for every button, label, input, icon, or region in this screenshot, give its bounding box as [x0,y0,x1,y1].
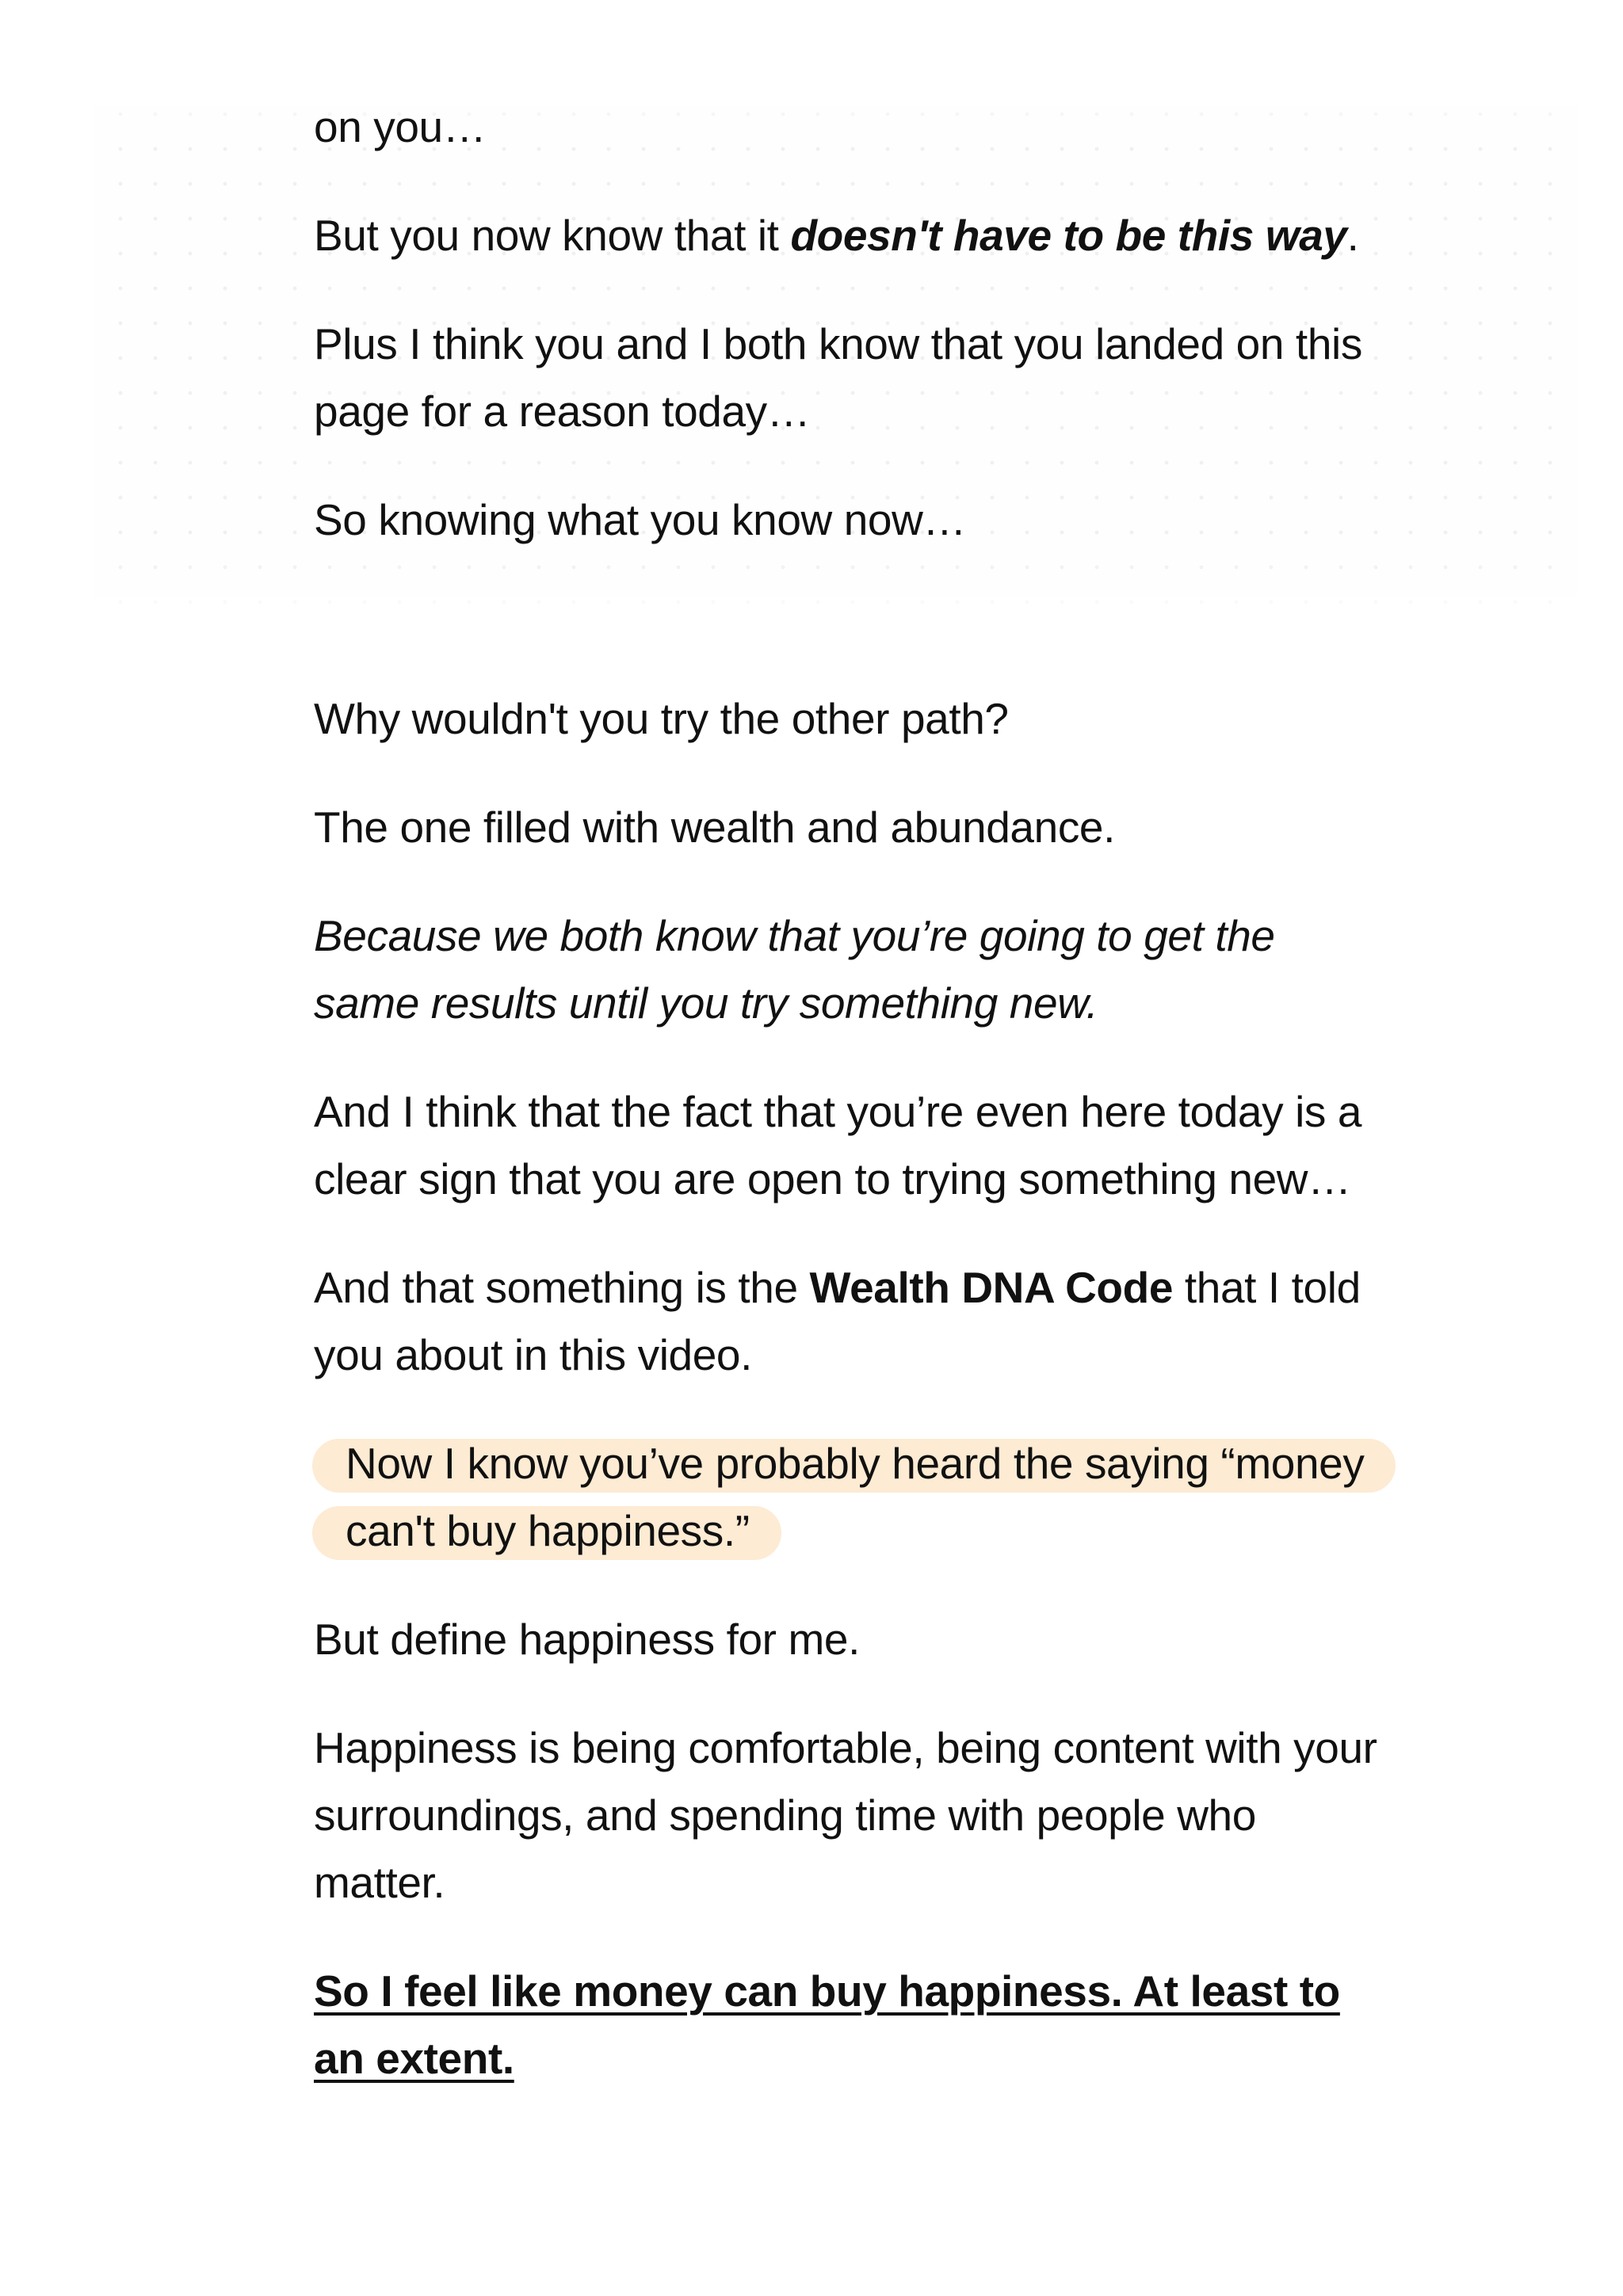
emphasis-text: doesn't have to be this way [790,211,1347,260]
paragraph-other-path: Why wouldn't you try the other path? [314,694,1009,743]
paragraph-open-to-new: And I think that the fact that you’re even here today is a clear sign that you are open to trying something new… [314,1087,1362,1203]
highlighted-quote: Now I know you’ve probably heard the saying “money can't buy happiness.” [312,1439,1396,1560]
paragraph-text: . [1346,211,1359,260]
paragraph-same-results: Because we both know that you’re going to get the same results until you try something new. [314,911,1275,1028]
paragraph-wealth-dna-code [314,1254,1392,1389]
paragraph-money-can-buy [314,1958,1392,2092]
paragraph-knowing-what-you-know: So knowing what you know now… [314,495,967,544]
paragraph-wealth-abundance: The one filled with wealth and abundance. [314,803,1115,852]
paragraph-text: But you now know that it [314,211,791,260]
paragraph-text: And that something is the [314,1263,810,1312]
article-body [314,93,1392,2092]
paragraph-doesnt-have-to-be [314,202,1392,269]
paragraph-text: that I told you about in this video. [314,1263,1361,1379]
paragraph-define-happiness: But define happiness for me. [314,1615,860,1664]
paragraph-happiness-definition: Happiness is being comfortable, being content with your surroundings, and spending time with people who matter. [314,1723,1377,1907]
underlined-conclusion: So I feel like money can buy happiness. At least to an extent. [314,1966,1340,2083]
paragraph-landed-on-page: Plus I think you and I both know that you landed on this page for a reason today… [314,319,1362,436]
paragraph-highlighted-saying [314,1430,1392,1565]
wealth-dna-code-text: Wealth DNA Code [809,1263,1174,1312]
paragraph-on-you: on you… [314,102,487,151]
